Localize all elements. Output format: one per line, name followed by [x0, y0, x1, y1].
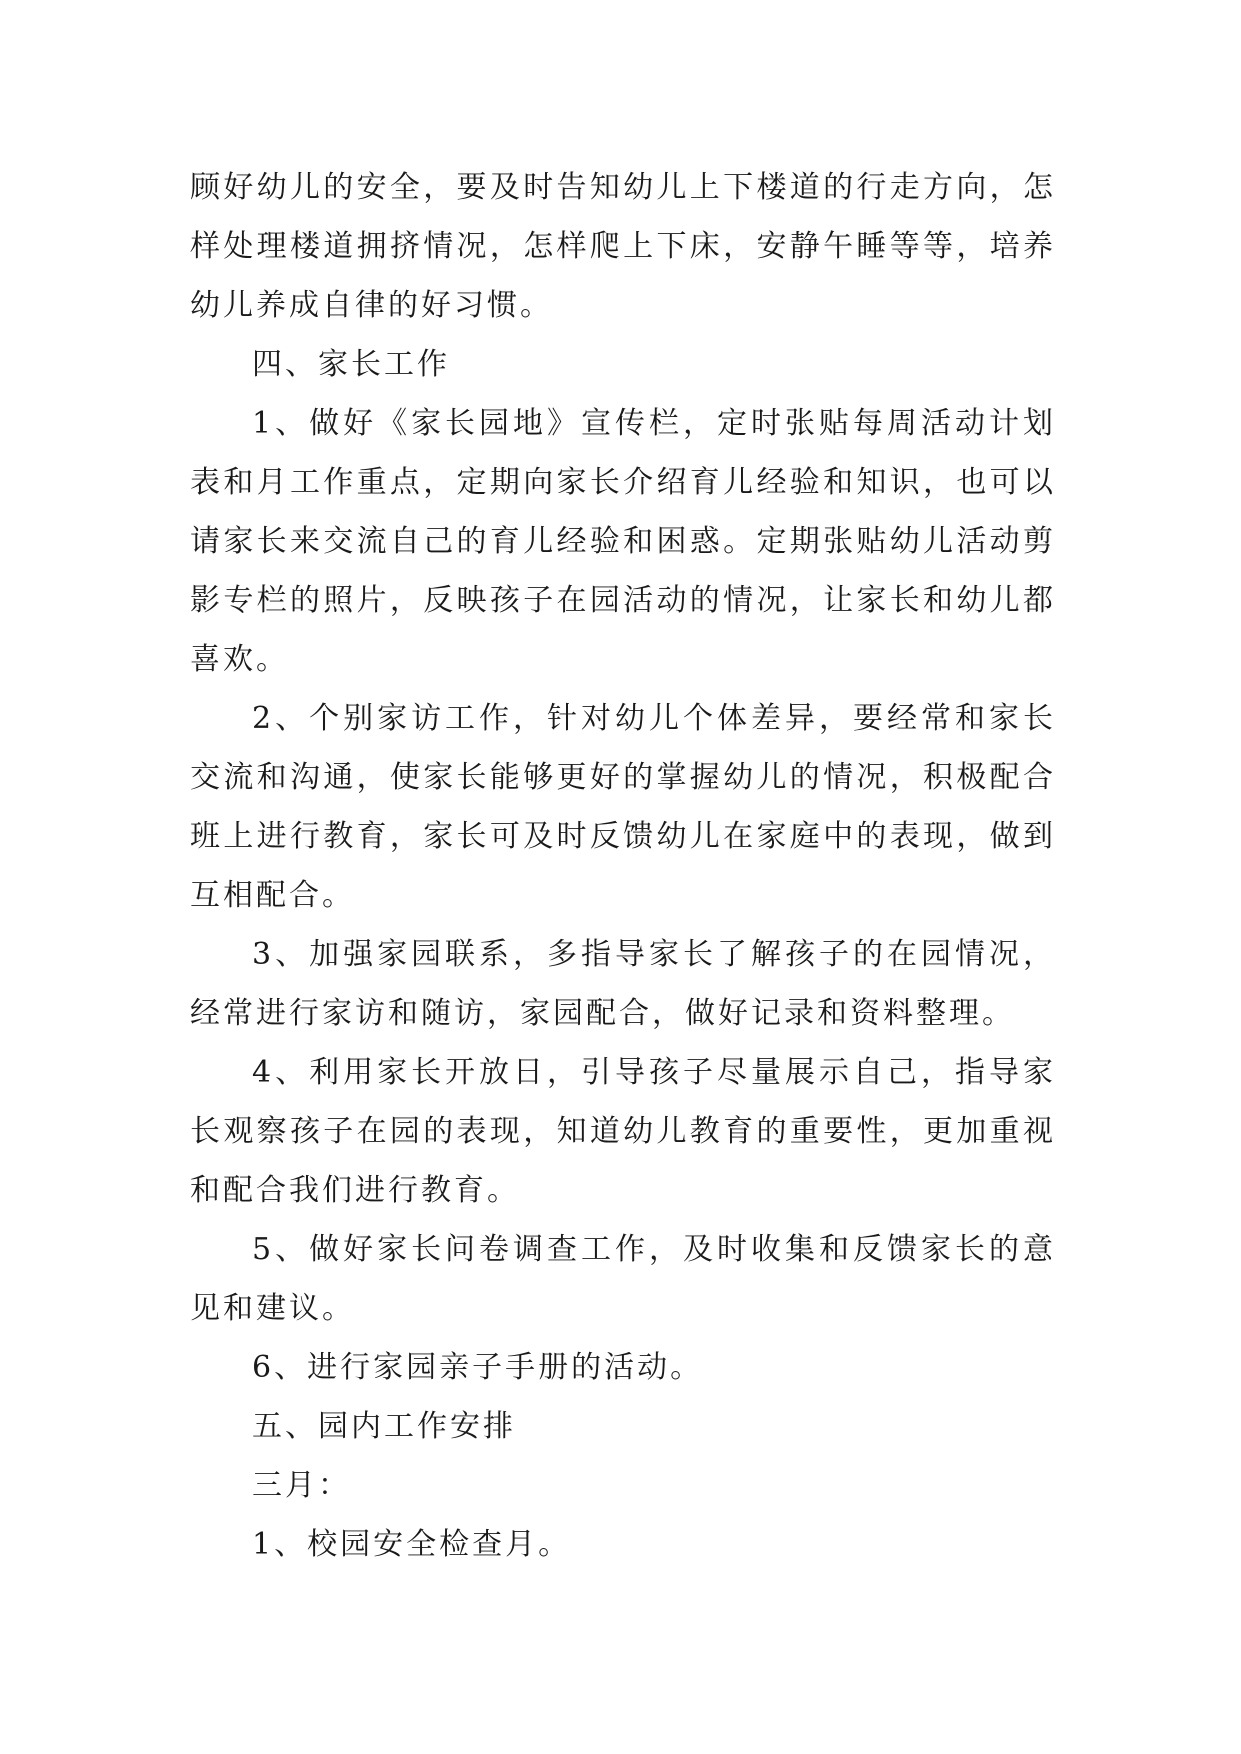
paragraph-march-item-1: 1、校园安全检查月。: [252, 1527, 572, 1562]
paragraph-item-2: 2、个别家访工作，针对幼儿个体差异，要经常和家长交流和沟通，使家长能够更好的掌握幼儿的情况，积极配合班上进行教育，家长可及时反馈幼儿在家庭中的表现，做到互相配合。: [190, 701, 1056, 913]
paragraph-item-5: 5、做好家长问卷调查工作，及时收集和反馈家长的意见和建议。: [190, 1232, 1056, 1326]
document-body: [190, 158, 1056, 1574]
paragraph-item-1: 1、做好《家长园地》宣传栏，定时张贴每周活动计划表和月工作重点，定期向家长介绍育儿经验和知识，也可以请家长来交流自己的育儿经验和困惑。定期张贴幼儿活动剪影专栏的照片，反映孩子在园活动的情况，让家长和幼儿都喜欢。: [190, 406, 1056, 677]
paragraph-continuation: 顾好幼儿的安全，要及时告知幼儿上下楼道的行走方向，怎样处理楼道拥挤情况，怎样爬上下床，安静午睡等等，培养幼儿养成自律的好习惯。: [190, 170, 1056, 323]
section-heading-parent-work: 四、家长工作: [252, 347, 450, 382]
month-heading-march: 三月：: [252, 1468, 351, 1503]
section-heading-schedule: 五、园内工作安排: [252, 1409, 516, 1444]
paragraph-item-4: 4、利用家长开放日，引导孩子尽量展示自己，指导家长观察孩子在园的表现，知道幼儿教育的重要性，更加重视和配合我们进行教育。: [190, 1055, 1056, 1208]
paragraph-item-6: 6、进行家园亲子手册的活动。: [252, 1350, 704, 1385]
paragraph-item-3: 3、加强家园联系，多指导家长了解孩子的在园情况，经常进行家访和随访，家园配合，做好记录和资料整理。: [190, 937, 1056, 1031]
